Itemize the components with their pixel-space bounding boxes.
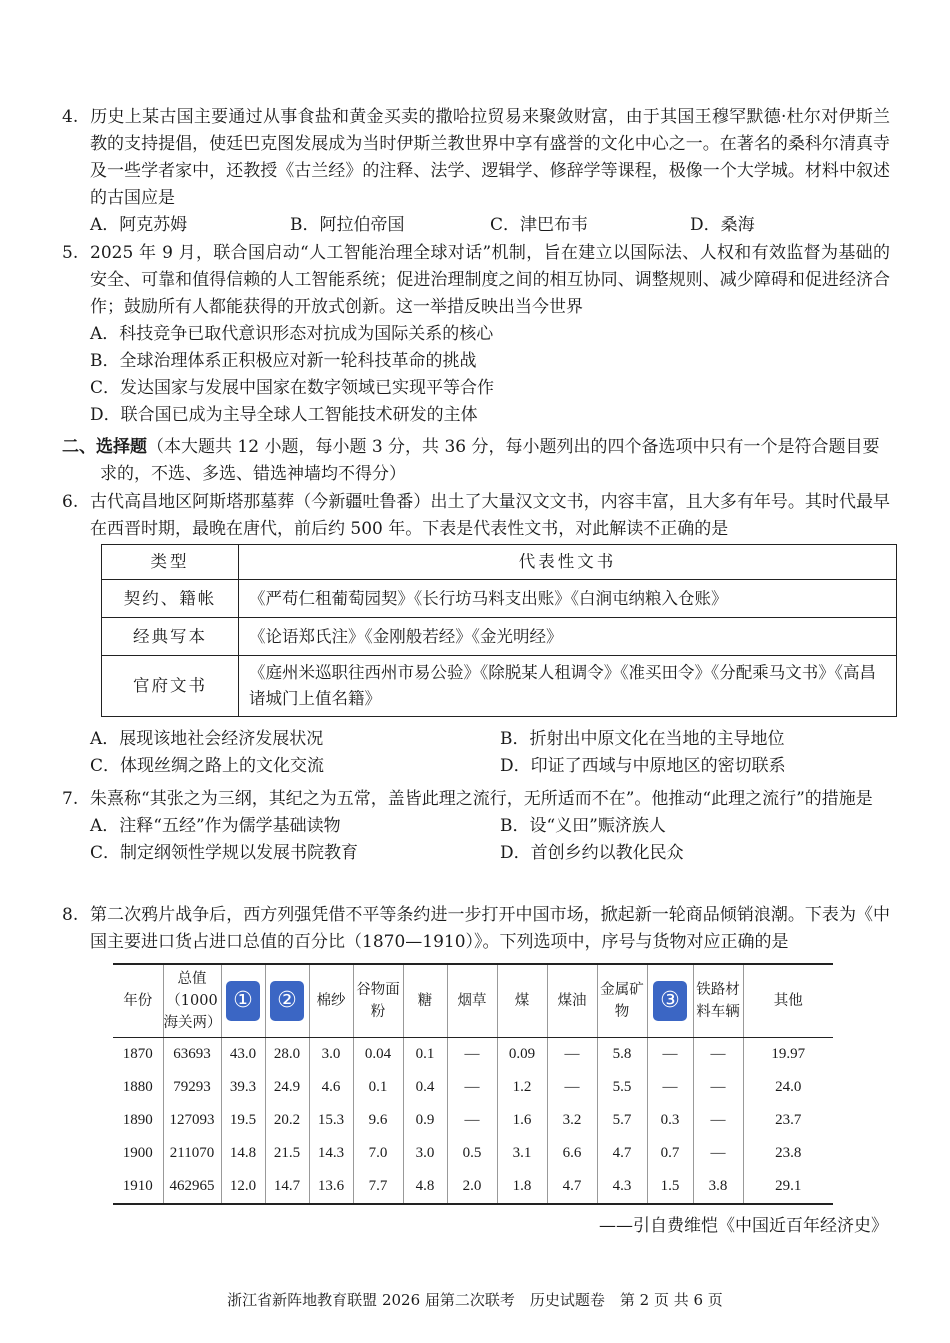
table-cell: 7.0 (353, 1137, 403, 1170)
option-b[interactable]: B．设“义田”赈济族人 (500, 816, 666, 836)
table-cell: 1.6 (497, 1104, 547, 1137)
option-b[interactable]: B．阿拉伯帝国 (290, 215, 405, 235)
table-cell: 3.1 (497, 1137, 547, 1170)
question-7 (62, 786, 890, 867)
table-header-cell: 代表性文书 (239, 545, 897, 580)
header-other: 其他 (743, 964, 833, 1038)
table-cell: 4.6 (309, 1071, 353, 1104)
table-row (102, 618, 897, 656)
table-cell: 5.7 (597, 1104, 647, 1137)
header-tobacco: 烟草 (447, 964, 497, 1038)
question-7-text: 朱熹称“其张之为三纲，其纪之为五常，盖皆此理之流行，无所适而不在”。他推动“此理之流行”的措施是 (90, 789, 873, 809)
table-cell: 14.7 (265, 1170, 309, 1204)
table-cell-docs: 《庭州米巡职往西州市易公验》《除脱某人租调令》《准买田令》《分配乘马文书》《高昌诸城门上值名籍》 (239, 656, 897, 717)
header-sugar: 糖 (403, 964, 447, 1038)
question-6-text: 古代高昌地区阿斯塔那墓葬（今新疆吐鲁番）出土了大量汉文文书，内容丰富，且大多有年号。其时代最早在西晋时期，最晚在唐代，前后约 500 年。下表是代表性文书，对此解读不正确的是 (90, 492, 890, 539)
table-cell: 79293 (163, 1071, 221, 1104)
table-cell: 1.5 (647, 1170, 693, 1204)
table-source: ——引自费维恺《中国近百年经济史》 (599, 1216, 888, 1236)
question-5 (62, 240, 890, 429)
table-cell: 0.5 (447, 1137, 497, 1170)
table-cell: 1910 (113, 1170, 163, 1204)
question-7-stem (62, 786, 890, 813)
question-6-stem (62, 489, 890, 543)
table-cell: 4.7 (597, 1137, 647, 1170)
table-row (113, 1071, 833, 1104)
badge-3: ③ (653, 981, 687, 1021)
table-cell: 0.09 (497, 1038, 547, 1072)
option-a[interactable]: A．科技竞争已取代意识形态对抗成为国际关系的核心 (90, 324, 494, 344)
table-cell: 3.8 (693, 1170, 743, 1204)
table-cell: 4.3 (597, 1170, 647, 1204)
option-b[interactable]: B．全球治理体系正积极应对新一轮科技革命的挑战 (90, 351, 477, 371)
badge-2: ② (270, 981, 304, 1021)
table-cell: 0.3 (647, 1104, 693, 1137)
table-cell: 3.0 (403, 1137, 447, 1170)
option-d[interactable]: D．桑海 (690, 215, 755, 235)
table-cell: — (547, 1071, 597, 1104)
option-a[interactable]: A．阿克苏姆 (90, 215, 188, 235)
table-cell: — (693, 1104, 743, 1137)
table-cell: — (647, 1038, 693, 1072)
table-cell: 0.9 (403, 1104, 447, 1137)
question-5-stem (62, 240, 890, 321)
table-cell: 43.0 (221, 1038, 265, 1072)
table-cell: 7.7 (353, 1170, 403, 1204)
header-total: 总值（1000海关两） (163, 964, 221, 1038)
table-cell: 19.5 (221, 1104, 265, 1137)
table-cell-docs: 《严苟仁租葡萄园契》《长行坊马料支出账》《白涧屯纳粮入仓账》 (239, 580, 897, 618)
table-cell: 0.04 (353, 1038, 403, 1072)
table-cell: 28.0 (265, 1038, 309, 1072)
import-table-body (113, 1038, 833, 1205)
table-cell: 2.0 (447, 1170, 497, 1204)
table-cell: 0.1 (353, 1071, 403, 1104)
table-cell: 1880 (122, 1079, 153, 1095)
question-7-number: 7. (62, 789, 79, 809)
table-cell: 12.0 (221, 1170, 265, 1204)
table-row (102, 580, 897, 618)
table-cell: 1900 (122, 1145, 153, 1161)
table-cell: 4.8 (403, 1170, 447, 1204)
option-c[interactable]: C．发达国家与发展中国家在数字领域已实现平等合作 (90, 378, 495, 398)
table-cell: — (547, 1038, 597, 1072)
table-cell-type: 经典写本 (102, 618, 239, 656)
option-c[interactable]: C．体现丝绸之路上的文化交流 (90, 756, 325, 776)
table-cell: 127093 (163, 1104, 221, 1137)
option-b[interactable]: B．折射出中原文化在当地的主导地位 (500, 729, 785, 749)
option-a[interactable]: A．注释“五经”作为儒学基础读物 (90, 816, 341, 836)
table-cell: 3.2 (547, 1104, 597, 1137)
table-cell: 29.1 (743, 1170, 833, 1204)
question-4-text: 历史上某古国主要通过从事食盐和黄金买卖的撒哈拉贸易来聚敛财富，由于其国王穆罕默德·杜尔对伊斯兰教的支持提倡，使廷巴克图发展成为当时伊斯兰教世界中享有盛誉的文化中心之一。在著名的桑科尔清真寺及一些学者家中，还教授《古兰经》的注释、法学、逻辑学、修辞学等课程，极像一个大学城。材料中叙述的古国应是 (90, 107, 890, 208)
table-cell: 0.1 (403, 1038, 447, 1072)
table-cell: 23.8 (743, 1137, 833, 1170)
question-5-number: 5. (62, 243, 79, 263)
header-grain: 谷物面粉 (353, 964, 403, 1038)
table-cell: 0.7 (647, 1137, 693, 1170)
table-cell: 63693 (163, 1038, 221, 1072)
question-6-options (62, 726, 890, 780)
table-cell: — (693, 1137, 743, 1170)
table-cell: 5.5 (597, 1071, 647, 1104)
header-cotton-yarn: 棉纱 (309, 964, 353, 1038)
header-year: 年份 (113, 964, 163, 1038)
table-cell-type: 契约、籍帐 (102, 580, 239, 618)
table-cell: — (447, 1104, 497, 1137)
table-cell: 14.3 (309, 1137, 353, 1170)
table-cell: — (447, 1071, 497, 1104)
import-table (113, 963, 833, 1205)
table-cell: 211070 (163, 1137, 221, 1170)
table-cell: 23.7 (743, 1104, 833, 1137)
question-6-table (101, 544, 897, 717)
table-cell-docs: 《论语郑氏注》《金刚般若经》《金光明经》 (239, 618, 897, 656)
header-item-2 (265, 964, 309, 1038)
table-cell-type: 官府文书 (102, 656, 239, 717)
question-4-number: 4. (62, 107, 79, 127)
table-header-cell: 类型 (102, 545, 239, 580)
table-row (113, 1137, 833, 1170)
question-8 (62, 902, 890, 956)
question-4-stem (62, 104, 890, 212)
table-cell: 24.0 (743, 1071, 833, 1104)
section-2-title: 二、选择题 (62, 437, 147, 457)
table-cell: — (447, 1038, 497, 1072)
option-c[interactable]: C．津巴布韦 (490, 215, 589, 235)
question-5-text: 2025 年 9 月，联合国启动“人工智能治理全球对话”机制，旨在建立以国际法、人权和有效监督为基础的安全、可靠和值得信赖的人工智能系统；促进治理制度之间的相互协同、调整规则、减少障碍和促进经济合作；鼓励所有人都能获得的开放式创新。这一举措反映出当今世界 (90, 243, 890, 317)
table-cell: 19.97 (743, 1038, 833, 1072)
table-cell: 13.6 (309, 1170, 353, 1204)
table-cell: 462965 (163, 1170, 221, 1204)
table-cell: 5.8 (597, 1038, 647, 1072)
table-cell: 1870 (122, 1046, 153, 1062)
table-row (113, 1170, 833, 1204)
table-cell: 20.2 (265, 1104, 309, 1137)
option-d[interactable]: D．联合国已成为主导全球人工智能技术研发的主体 (90, 405, 478, 425)
table-cell: 3.0 (309, 1038, 353, 1072)
question-6-number: 6. (62, 492, 79, 512)
table-row (102, 656, 897, 717)
table-row (113, 1104, 833, 1137)
question-8-stem (62, 902, 890, 956)
section-2-description: （本大题共 12 小题，每小题 3 分，共 36 分，每小题列出的四个备选项中只有一个是符合题目要求的，不选、多选、错选神墙均不得分） (100, 437, 880, 484)
header-kerosene: 煤油 (547, 964, 597, 1038)
table-cell: — (693, 1071, 743, 1104)
table-cell: — (647, 1071, 693, 1104)
section-2-heading (62, 434, 890, 488)
question-8-text: 第二次鸦片战争后，西方列强凭借不平等条约进一步打开中国市场，掀起新一轮商品倾销浪潮。下表为《中国主要进口货占进口总值的百分比（1870—1910）》。下列选项中，序号与货物对应正确的是 (90, 905, 890, 952)
table-cell: 1.8 (497, 1170, 547, 1204)
badge-1: ① (226, 981, 260, 1021)
question-6 (62, 489, 890, 543)
table-header-row (102, 545, 897, 580)
table-row (113, 1038, 833, 1072)
header-item-3 (647, 964, 693, 1038)
table-cell: 14.8 (221, 1137, 265, 1170)
table-cell: 1890 (122, 1112, 153, 1128)
header-item-1 (221, 964, 265, 1038)
header-coal: 煤 (497, 964, 547, 1038)
option-d[interactable]: D．首创乡约以教化民众 (500, 843, 684, 863)
question-8-number: 8. (62, 905, 79, 925)
question-4 (62, 104, 890, 239)
page-footer: 浙江省新阵地教育联盟 2026 届第二次联考 历史试题卷 第 2 页 共 6 页 (227, 1291, 723, 1309)
table-header-row (113, 964, 833, 1038)
header-railway: 铁路材料车辆 (693, 964, 743, 1038)
question-7-options (62, 813, 890, 867)
table-cell: — (693, 1038, 743, 1072)
table-cell: 1.2 (497, 1071, 547, 1104)
table-cell: 21.5 (265, 1137, 309, 1170)
option-a[interactable]: A．展现该地社会经济发展状况 (90, 729, 324, 749)
question-4-options (62, 212, 890, 239)
table-cell: 4.7 (547, 1170, 597, 1204)
table-cell: 0.4 (403, 1071, 447, 1104)
table-cell: 24.9 (265, 1071, 309, 1104)
option-c[interactable]: C．制定纲领性学规以发展书院教育 (90, 843, 359, 863)
option-d[interactable]: D．印证了西域与中原地区的密切联系 (500, 756, 786, 776)
table-cell: 15.3 (309, 1104, 353, 1137)
table-cell: 6.6 (547, 1137, 597, 1170)
table-cell: 39.3 (221, 1071, 265, 1104)
table-cell: 9.6 (353, 1104, 403, 1137)
header-metal: 金属矿物 (597, 964, 647, 1038)
